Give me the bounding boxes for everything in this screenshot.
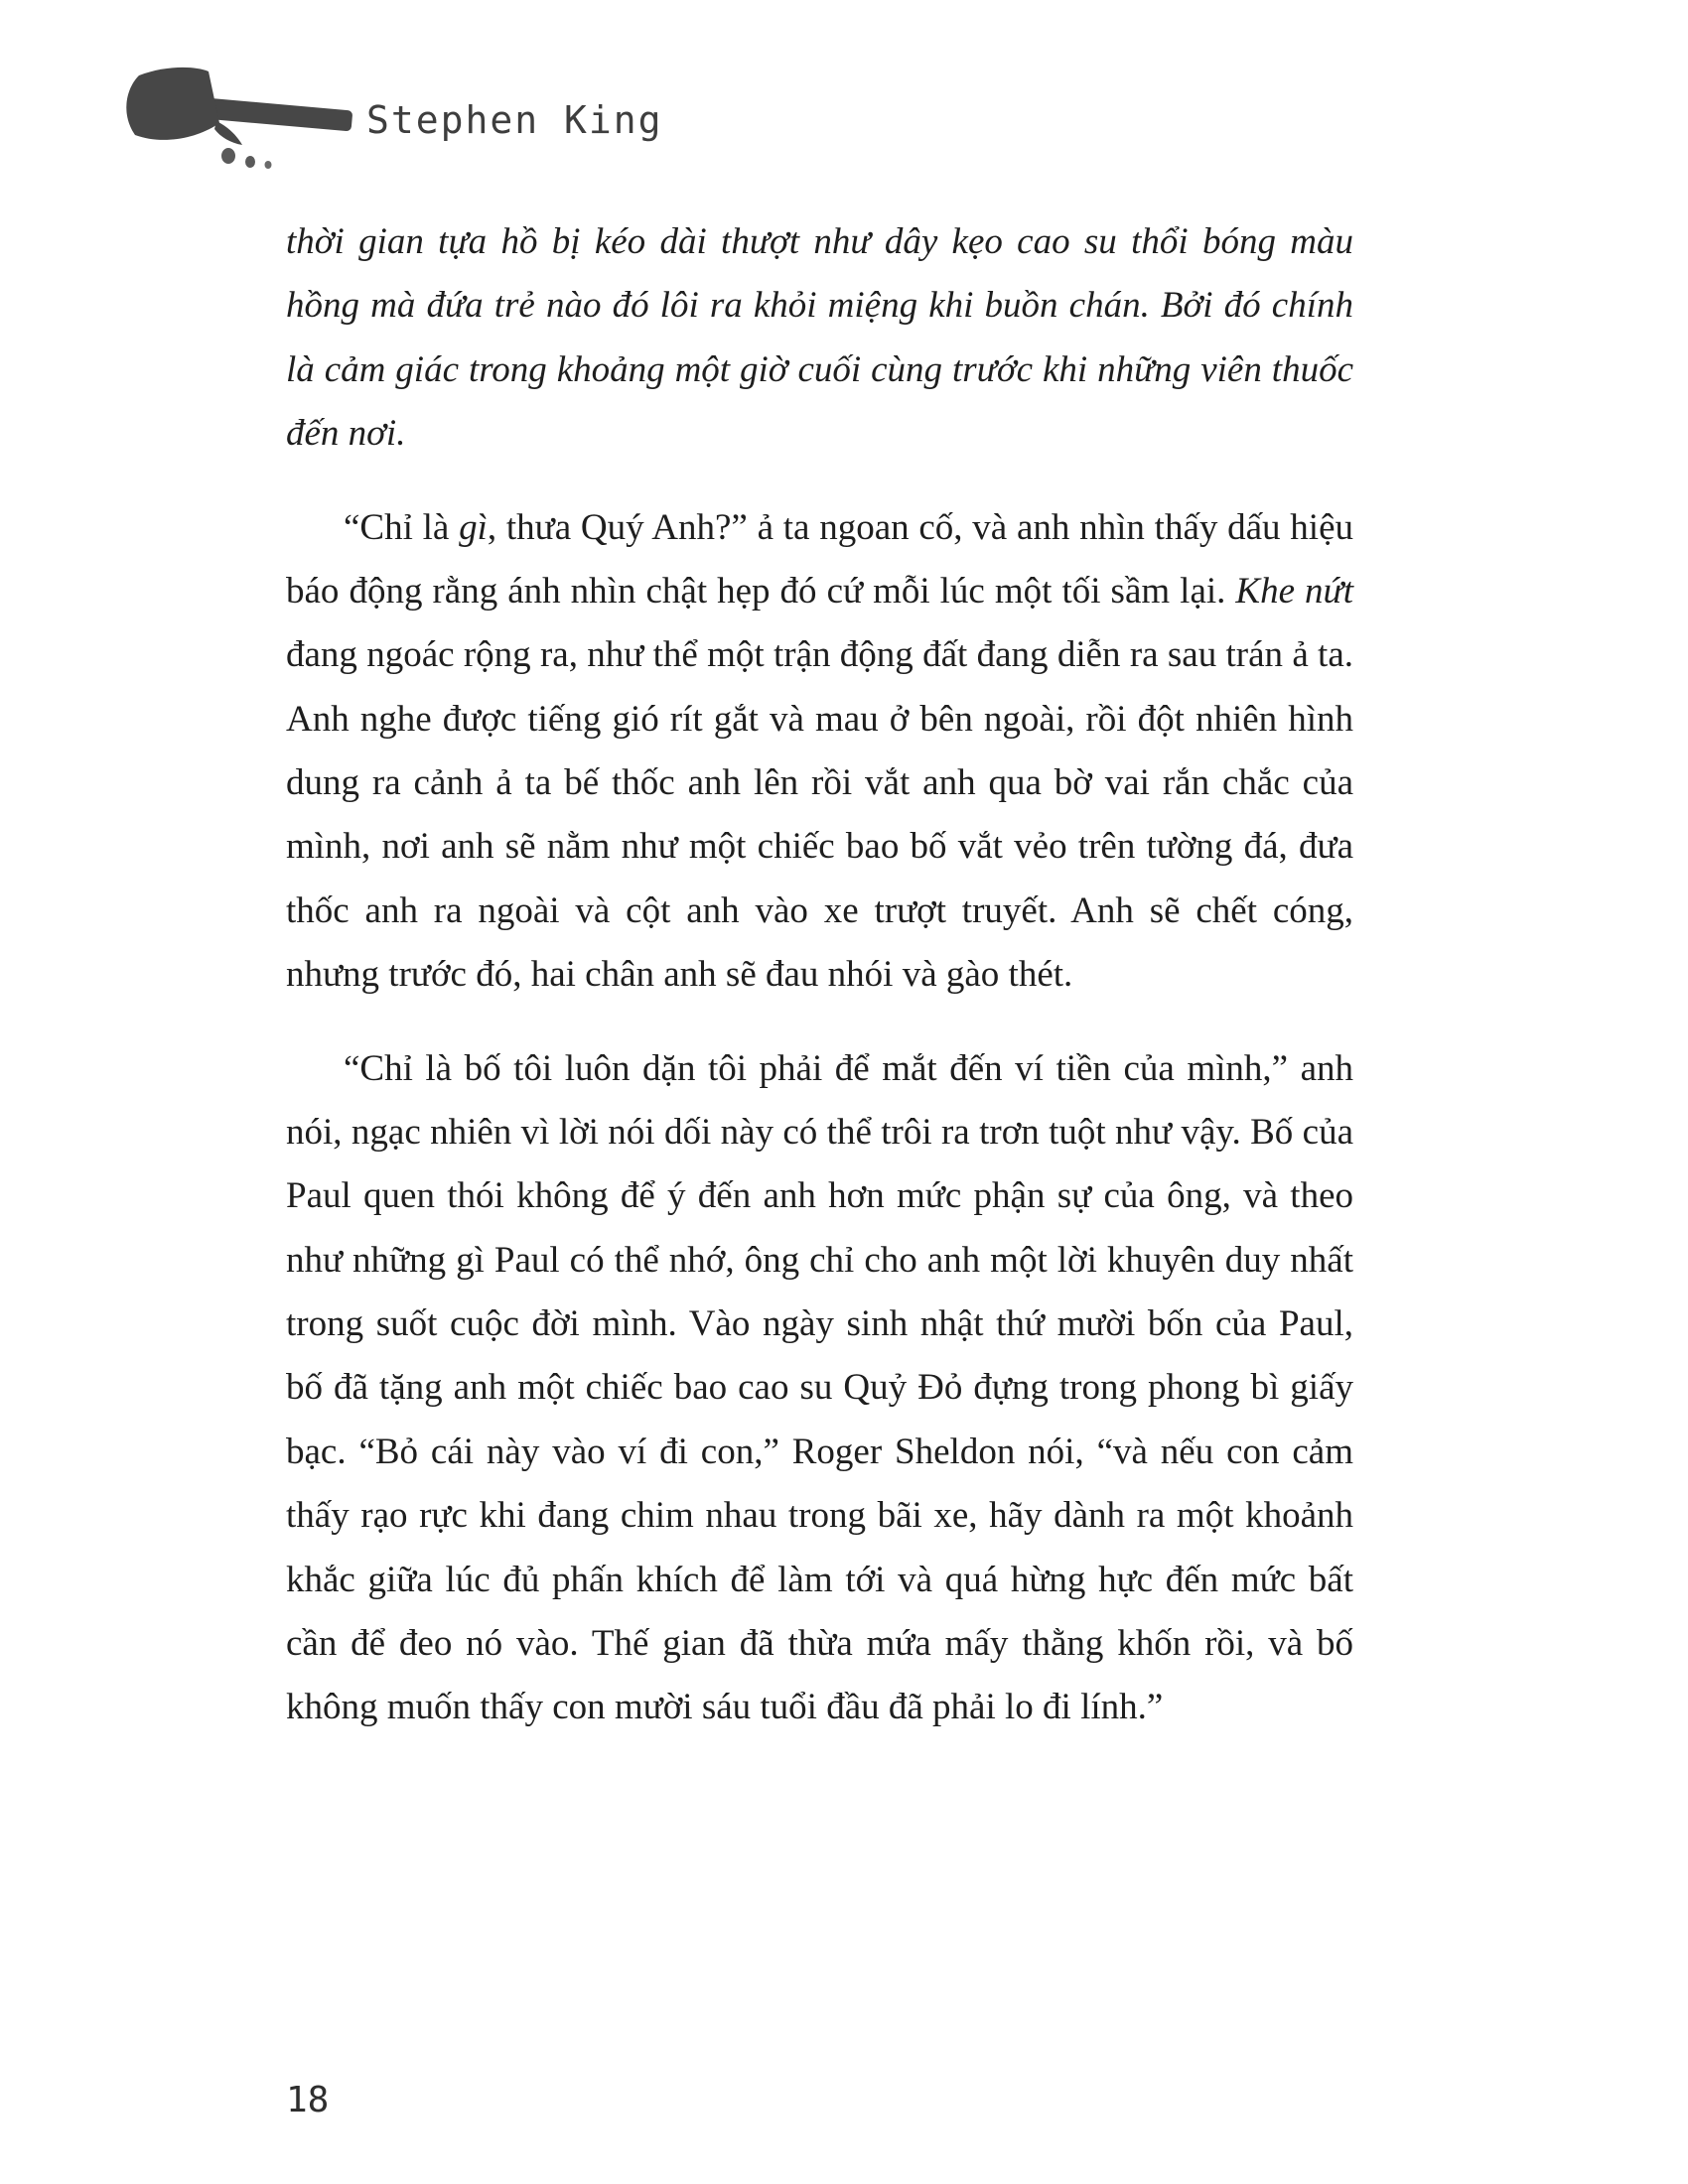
text-segment-italic: Khe nứt	[1235, 570, 1354, 612]
paragraph-2	[286, 496, 1353, 1008]
text-segment: “Chỉ là	[344, 506, 460, 548]
text-segment: “Chỉ là bố tôi luôn dặn tôi phải để mắt đến ví tiền của mình,” anh nói, ngạc nhiên vì lời nói dối này có thể trôi ra trơn tuột như vậy. Bố của Paul quen thói không để ý đến anh hơn mức phận sự của ông, và theo như những gì Paul có thể nhớ, ông chỉ cho anh một lời khuyên duy nhất trong suốt cuộc đời mình. Vào ngày sinh nhật thứ mười bốn của Paul, bố đã tặng anh một chiếc bao cao su Quỷ Đỏ đựng trong phong bì giấy bạc. “Bỏ cái này vào ví đi con,” Roger Sheldon nói, “và nếu con cảm thấy rạo rực khi đang chim nhau trong bãi xe, hãy dành ra một khoảnh khắc giữa lúc đủ phấn khích để làm tới và quá hừng hực đến mức bất cần để đeo nó vào. Thế gian đã thừa mứa mấy thằng khốn rồi, và bố không muốn thấy con mười sáu tuổi đầu đã phải lo đi lính.”	[286, 1047, 1353, 1728]
text-segment: thời gian tựa hồ bị kéo dài thượt như dây kẹo cao su thổi bóng màu hồng mà đứa trẻ nào đó lôi ra khỏi miệng khi buồn chán. Bởi đó chính là cảm giác trong khoảng một giờ cuối cùng trước khi những viên thuốc đến nơi.	[286, 221, 1353, 455]
text-segment: , thưa Quý Anh?” ả ta ngoan cố, và anh nhìn thấy dấu hiệu báo động rằng ánh nhìn chật hẹp đó cứ mỗi lúc một tối sầm lại.	[286, 506, 1353, 612]
author-name: Stephen King	[366, 98, 663, 142]
page-body	[286, 210, 1353, 1770]
page-header	[117, 62, 663, 173]
page-number: 18	[286, 2080, 330, 2120]
axe-icon	[117, 62, 360, 173]
paragraph-3	[286, 1037, 1353, 1740]
paragraph-1	[286, 210, 1353, 467]
text-segment: đang ngoác rộng ra, như thể một trận động đất đang diễn ra sau trán ả ta. Anh nghe được tiếng gió rít gắt và mau ở bên ngoài, rồi đột nhiên hình dung ra cảnh ả ta bế thốc anh lên rồi vắt anh qua bờ vai rắn chắc của mình, nơi anh sẽ nằm như một chiếc bao bố vắt vẻo trên tường đá, đưa thốc anh ra ngoài và cột anh vào xe trượt truyết. Anh sẽ chết cóng, nhưng trước đó, hai chân anh sẽ đau nhói và gào thét.	[286, 634, 1353, 996]
text-segment-italic: gì	[459, 506, 488, 548]
